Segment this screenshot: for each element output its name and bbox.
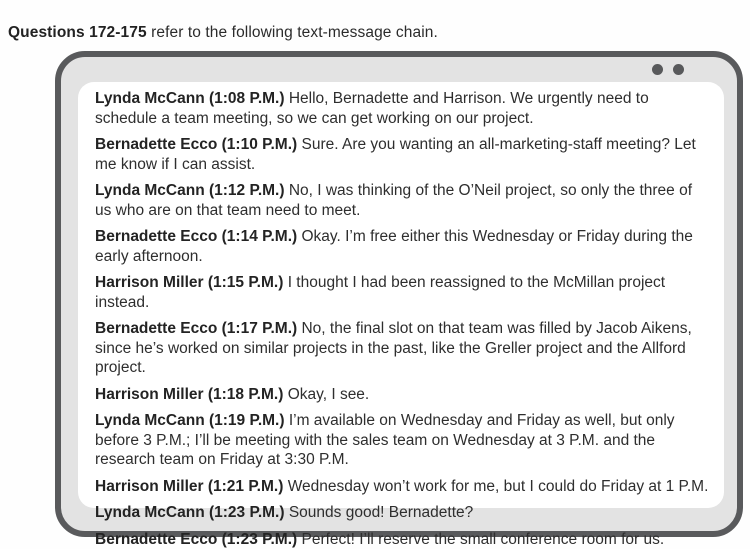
window-dot-icon [652, 64, 663, 75]
message-header [95, 182, 285, 199]
message-header [95, 274, 283, 291]
message-time: (1:23 P.M.) [209, 504, 285, 521]
message [95, 273, 711, 312]
message [95, 319, 711, 378]
message-sender: Lynda McCann [95, 504, 205, 521]
message-text: No, I was thinking of the O’Neil project, so only the three of us who are on that team need to meet. [95, 182, 692, 219]
message-header [95, 412, 285, 429]
message [95, 181, 711, 220]
message-text: Okay. I’m free either this Wednesday or Friday during the early afternoon. [95, 228, 693, 265]
message-text: Hello, Bernadette and Harrison. We urgently need to schedule a team meeting, so we can get working on our project. [95, 90, 649, 127]
message-text: I’m available on Wednesday and Friday as well, but only before 3 P.M.; I’ll be meeting with the sales team on Wednesday at 3 P.M. and the research team on Friday at 3:30 P.M. [95, 412, 675, 468]
message-time: (1:17 P.M.) [222, 320, 298, 337]
message [95, 385, 711, 405]
window-dot-icon [673, 64, 684, 75]
message-sender: Bernadette Ecco [95, 531, 217, 548]
message-header [95, 90, 285, 107]
message-sender: Lynda McCann [95, 90, 205, 107]
message [95, 530, 711, 549]
message-sender: Bernadette Ecco [95, 136, 217, 153]
device-frame [55, 51, 743, 537]
message-header [95, 504, 285, 521]
message-sender: Bernadette Ecco [95, 228, 217, 245]
message [95, 135, 711, 174]
message-sender: Bernadette Ecco [95, 320, 217, 337]
question-range: Questions 172-175 [8, 24, 147, 41]
message [95, 477, 711, 497]
message-header [95, 136, 297, 153]
message [95, 411, 711, 470]
message-time: (1:15 P.M.) [208, 274, 284, 291]
question-intro-text: refer to the following text-message chain. [147, 24, 438, 41]
message-sender: Harrison Miller [95, 478, 204, 495]
message-text: Okay, I see. [288, 386, 370, 403]
question-intro [8, 24, 438, 42]
message-time: (1:23 P.M.) [222, 531, 298, 548]
message-time: (1:18 P.M.) [208, 386, 284, 403]
message-text: Sure. Are you wanting an all-marketing-staff meeting? Let me know if I can assist. [95, 136, 696, 173]
message-time: (1:08 P.M.) [209, 90, 285, 107]
message-header [95, 386, 283, 403]
message-sender: Harrison Miller [95, 386, 204, 403]
message-text: Wednesday won’t work for me, but I could do Friday at 1 P.M. [288, 478, 709, 495]
message-time: (1:10 P.M.) [222, 136, 298, 153]
message-time: (1:12 P.M.) [209, 182, 285, 199]
message-sender: Harrison Miller [95, 274, 204, 291]
device-dots [652, 64, 684, 75]
message-sender: Lynda McCann [95, 412, 205, 429]
message [95, 89, 711, 128]
message-text: Sounds good! Bernadette? [289, 504, 473, 521]
message-sender: Lynda McCann [95, 182, 205, 199]
message-time: (1:19 P.M.) [209, 412, 285, 429]
message-text: No, the final slot on that team was filled by Jacob Aikens, since he’s worked on similar projects in the past, like the Greller project and the Allford project. [95, 320, 692, 376]
message-time: (1:14 P.M.) [222, 228, 298, 245]
message-header [95, 531, 297, 548]
message-text: Perfect! I’ll reserve the small conference room for us. [301, 531, 664, 548]
message-header [95, 320, 297, 337]
message-header [95, 228, 297, 245]
message-text: I thought I had been reassigned to the McMillan project instead. [95, 274, 665, 311]
message-header [95, 478, 283, 495]
message [95, 227, 711, 266]
message-time: (1:21 P.M.) [208, 478, 284, 495]
message-screen [78, 82, 724, 508]
message [95, 503, 711, 523]
